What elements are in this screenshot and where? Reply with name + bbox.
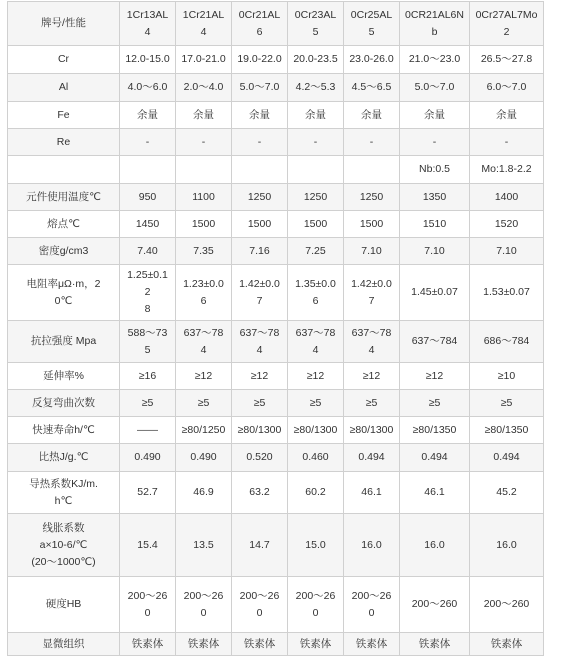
table-cell: 52.7 [120, 472, 176, 514]
row-label-cell [8, 156, 120, 184]
table-header-row [8, 2, 544, 46]
table-cell: ≥12 [176, 363, 232, 390]
table-cell: 铁素体 [232, 633, 288, 656]
table-cell: 1450 [120, 211, 176, 238]
table-cell: 1.42±0.0 7 [344, 265, 400, 321]
table-cell: - [176, 129, 232, 156]
table-cell: 4.5～6.5 [344, 74, 400, 102]
table-cell: 1500 [344, 211, 400, 238]
row-label-cell: 硬度HB [8, 577, 120, 633]
table-cell: 1500 [288, 211, 344, 238]
column-header-cell: 0CR21AL6N b [400, 2, 470, 46]
table-cell: 63.2 [232, 472, 288, 514]
table-cell: 1.23±0.0 6 [176, 265, 232, 321]
table-cell: 46.1 [344, 472, 400, 514]
row-label-cell: Re [8, 129, 120, 156]
table-cell: 0.460 [288, 444, 344, 472]
column-header-cell: 0Cr27AL7Mo 2 [470, 2, 544, 46]
row-label-cell: Al [8, 74, 120, 102]
table-cell: ≥10 [470, 363, 544, 390]
table-cell: 16.0 [344, 514, 400, 577]
table-cell: 1500 [176, 211, 232, 238]
row-label-cell: Fe [8, 102, 120, 129]
table-cell: - [344, 129, 400, 156]
table-row [8, 102, 544, 129]
table-cell: 637～784 [400, 321, 470, 363]
table-cell: 950 [120, 184, 176, 211]
table-cell: 铁素体 [120, 633, 176, 656]
table-cell: 余量 [400, 102, 470, 129]
table-cell: 200～26 0 [288, 577, 344, 633]
row-label-cell: 密度g/cm3 [8, 238, 120, 265]
table-cell: 637～78 4 [344, 321, 400, 363]
table-cell: 1520 [470, 211, 544, 238]
row-label-cell: 元件使用温度℃ [8, 184, 120, 211]
table-row [8, 633, 544, 656]
table-cell: ≥16 [120, 363, 176, 390]
table-cell [288, 156, 344, 184]
column-header-cell: 1Cr13AL 4 [120, 2, 176, 46]
table-cell: - [288, 129, 344, 156]
table-row [8, 156, 544, 184]
table-cell [176, 156, 232, 184]
table-cell: - [470, 129, 544, 156]
column-header-cell: 0Cr21AL 6 [232, 2, 288, 46]
table-cell: 637～78 4 [288, 321, 344, 363]
table-cell: 7.10 [344, 238, 400, 265]
table-row [8, 444, 544, 472]
table-cell: 19.0-22.0 [232, 46, 288, 74]
table-row [8, 390, 544, 417]
table-cell: 15.4 [120, 514, 176, 577]
table-row [8, 184, 544, 211]
table-cell: 1.53±0.07 [470, 265, 544, 321]
table-cell: ≥5 [400, 390, 470, 417]
table-cell [232, 156, 288, 184]
table-cell: 余量 [470, 102, 544, 129]
table-cell: ≥80/1350 [400, 417, 470, 444]
table-cell: 26.5～27.8 [470, 46, 544, 74]
row-label-cell: 延伸率% [8, 363, 120, 390]
table-cell: 637～78 4 [176, 321, 232, 363]
row-label-cell: 抗拉强度 Mpa [8, 321, 120, 363]
table-cell: ≥80/1300 [288, 417, 344, 444]
table-cell: 1.42±0.0 7 [232, 265, 288, 321]
column-header-cell: 牌号/性能 [8, 2, 120, 46]
alloy-properties-table [7, 1, 544, 656]
table-cell: ≥5 [344, 390, 400, 417]
table-cell: 0.494 [344, 444, 400, 472]
table-cell: 45.2 [470, 472, 544, 514]
table-cell: 余量 [120, 102, 176, 129]
table-cell: 20.0-23.5 [288, 46, 344, 74]
table-cell: 1250 [344, 184, 400, 211]
table-cell: 46.1 [400, 472, 470, 514]
table-cell: 14.7 [232, 514, 288, 577]
table-cell: ≥80/1300 [232, 417, 288, 444]
table-cell: 200～26 0 [344, 577, 400, 633]
table-row [8, 46, 544, 74]
table-cell: 铁素体 [176, 633, 232, 656]
table-cell: - [400, 129, 470, 156]
table-cell: 1.25±0.1 2 8 [120, 265, 176, 321]
table-cell: - [232, 129, 288, 156]
table-row [8, 265, 544, 321]
table-cell: 1400 [470, 184, 544, 211]
table-cell: 0.490 [176, 444, 232, 472]
column-header-cell: 0Cr23AL 5 [288, 2, 344, 46]
table-row [8, 129, 544, 156]
table-cell: 7.10 [400, 238, 470, 265]
table-cell: Mo:1.8-2.2 [470, 156, 544, 184]
table-cell: 60.2 [288, 472, 344, 514]
table-cell: ≥12 [400, 363, 470, 390]
alloy-properties-table-container [7, 1, 544, 656]
table-row [8, 211, 544, 238]
row-label-cell: 电阻率μΩ·m，2 0℃ [8, 265, 120, 321]
row-label-cell: 熔点℃ [8, 211, 120, 238]
table-cell [120, 156, 176, 184]
table-cell: ≥12 [232, 363, 288, 390]
table-cell: 23.0-26.0 [344, 46, 400, 74]
table-cell: 12.0-15.0 [120, 46, 176, 74]
table-cell: ≥5 [288, 390, 344, 417]
column-header-cell: 0Cr25AL 5 [344, 2, 400, 46]
table-cell: 1510 [400, 211, 470, 238]
table-cell: 2.0～4.0 [176, 74, 232, 102]
table-cell: 21.0～23.0 [400, 46, 470, 74]
table-cell: 余量 [288, 102, 344, 129]
table-row [8, 577, 544, 633]
table-cell: 铁素体 [400, 633, 470, 656]
table-cell [344, 156, 400, 184]
table-cell: 46.9 [176, 472, 232, 514]
table-cell: 5.0～7.0 [400, 74, 470, 102]
table-cell: 5.0～7.0 [232, 74, 288, 102]
table-cell: 16.0 [400, 514, 470, 577]
table-cell: 1250 [288, 184, 344, 211]
table-cell: 1250 [232, 184, 288, 211]
table-cell: 6.0～7.0 [470, 74, 544, 102]
table-cell: 7.40 [120, 238, 176, 265]
row-label-cell: 线胀系数 a×10-6/℃ (20～1000℃) [8, 514, 120, 577]
table-body [8, 2, 544, 656]
table-cell: 7.35 [176, 238, 232, 265]
table-cell: - [120, 129, 176, 156]
table-cell: ≥5 [176, 390, 232, 417]
table-cell: 铁素体 [344, 633, 400, 656]
table-cell: Nb:0.5 [400, 156, 470, 184]
table-cell: 200～26 0 [120, 577, 176, 633]
table-cell: 铁素体 [470, 633, 544, 656]
table-cell: 588～73 5 [120, 321, 176, 363]
table-cell: 16.0 [470, 514, 544, 577]
table-cell: 1350 [400, 184, 470, 211]
table-cell: ≥5 [232, 390, 288, 417]
table-cell: —— [120, 417, 176, 444]
table-cell: 铁素体 [288, 633, 344, 656]
table-cell: 4.0～6.0 [120, 74, 176, 102]
table-cell: ≥80/1250 [176, 417, 232, 444]
row-label-cell: 显微组织 [8, 633, 120, 656]
table-cell: ≥5 [120, 390, 176, 417]
table-cell: 200～260 [470, 577, 544, 633]
table-row [8, 74, 544, 102]
table-row [8, 238, 544, 265]
table-cell: 余量 [232, 102, 288, 129]
row-label-cell: 反复弯曲次数 [8, 390, 120, 417]
table-cell: 17.0-21.0 [176, 46, 232, 74]
table-cell: 200～260 [400, 577, 470, 633]
table-cell: 1.45±0.07 [400, 265, 470, 321]
table-cell: ≥12 [288, 363, 344, 390]
table-cell: 1100 [176, 184, 232, 211]
table-row [8, 514, 544, 577]
table-cell: 7.25 [288, 238, 344, 265]
table-cell: 7.16 [232, 238, 288, 265]
table-cell: 686～784 [470, 321, 544, 363]
table-cell: 余量 [176, 102, 232, 129]
row-label-cell: Cr [8, 46, 120, 74]
table-cell: 0.520 [232, 444, 288, 472]
table-cell: ≥12 [344, 363, 400, 390]
table-row [8, 417, 544, 444]
row-label-cell: 快速寿命h/℃ [8, 417, 120, 444]
table-cell: 0.494 [400, 444, 470, 472]
table-row [8, 321, 544, 363]
table-cell: 637～78 4 [232, 321, 288, 363]
table-cell: ≥5 [470, 390, 544, 417]
row-label-cell: 比热J/g.℃ [8, 444, 120, 472]
table-cell: 13.5 [176, 514, 232, 577]
table-cell: 1500 [232, 211, 288, 238]
table-cell: 0.494 [470, 444, 544, 472]
row-label-cell: 导热系数KJ/m. h℃ [8, 472, 120, 514]
table-cell: 余量 [344, 102, 400, 129]
table-row [8, 363, 544, 390]
table-cell: ≥80/1350 [470, 417, 544, 444]
table-cell: 15.0 [288, 514, 344, 577]
column-header-cell: 1Cr21AL 4 [176, 2, 232, 46]
table-row [8, 472, 544, 514]
table-cell: ≥80/1300 [344, 417, 400, 444]
table-cell: 0.490 [120, 444, 176, 472]
table-cell: 200～26 0 [232, 577, 288, 633]
table-cell: 200～26 0 [176, 577, 232, 633]
table-cell: 7.10 [470, 238, 544, 265]
table-cell: 4.2～5.3 [288, 74, 344, 102]
table-cell: 1.35±0.0 6 [288, 265, 344, 321]
